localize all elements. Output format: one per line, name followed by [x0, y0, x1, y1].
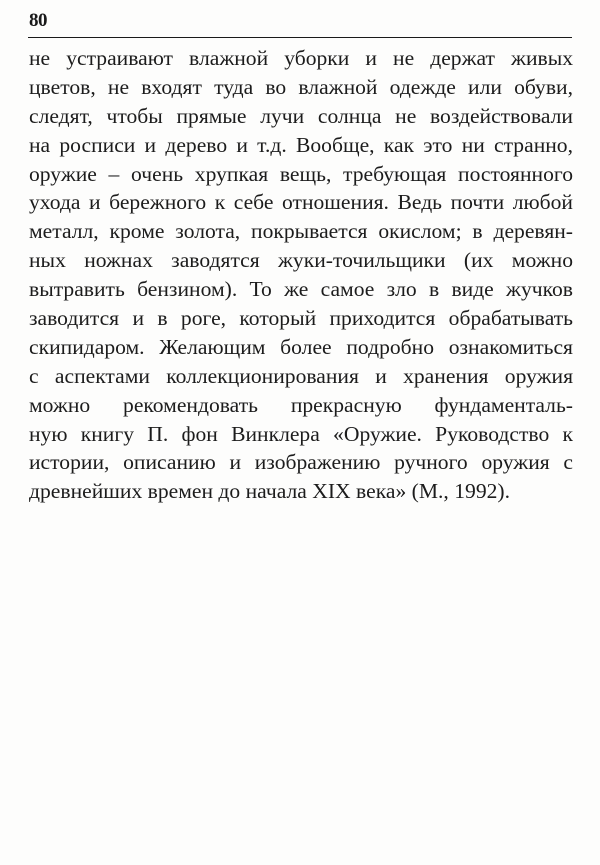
text-line: следят, чтобы прямые лучи солнца не воздействовали	[29, 103, 573, 128]
text-line: истории, описанию и изображению ручного оружия с	[29, 450, 573, 475]
text-line: заводится и в роге, который приходится обрабатывать	[29, 306, 573, 331]
text-line: не устраивают влажной уборки и не держат живых	[29, 46, 573, 70]
text-line: ную книгу П. фон Винклера «Оружие. Руководство к	[29, 421, 573, 446]
text-line: с аспектами коллекционирования и хранения оружия	[29, 363, 573, 388]
text-line: металл, кроме золота, покрывается окислом; в деревян-	[29, 219, 573, 244]
text-line: можно рекомендовать прекрасную фундаменталь-	[29, 392, 573, 417]
page-header	[28, 6, 572, 38]
text-line: ухода и бережного к себе отношения. Ведь почти любой	[29, 190, 573, 215]
text-line: ных ножнах заводятся жуки-точильщики (их можно	[29, 248, 573, 273]
text-line: вытравить бензином). То же самое зло в виде жучков	[29, 277, 573, 302]
text-line: оружие – очень хрупкая вещь, требующая постоянного	[29, 161, 573, 186]
body-paragraph	[29, 44, 573, 506]
text-line: древнейших времен до начала XIX века» (М., 1992).	[29, 479, 511, 504]
text-line: скипидаром. Желающим более подробно ознакомиться	[29, 334, 573, 359]
text-line: на росписи и дерево и т.д. Вообще, как это ни странно,	[29, 132, 573, 157]
text-line: цветов, не входят туда во влажной одежде или обуви,	[29, 74, 573, 99]
page-number: 80	[29, 10, 47, 31]
